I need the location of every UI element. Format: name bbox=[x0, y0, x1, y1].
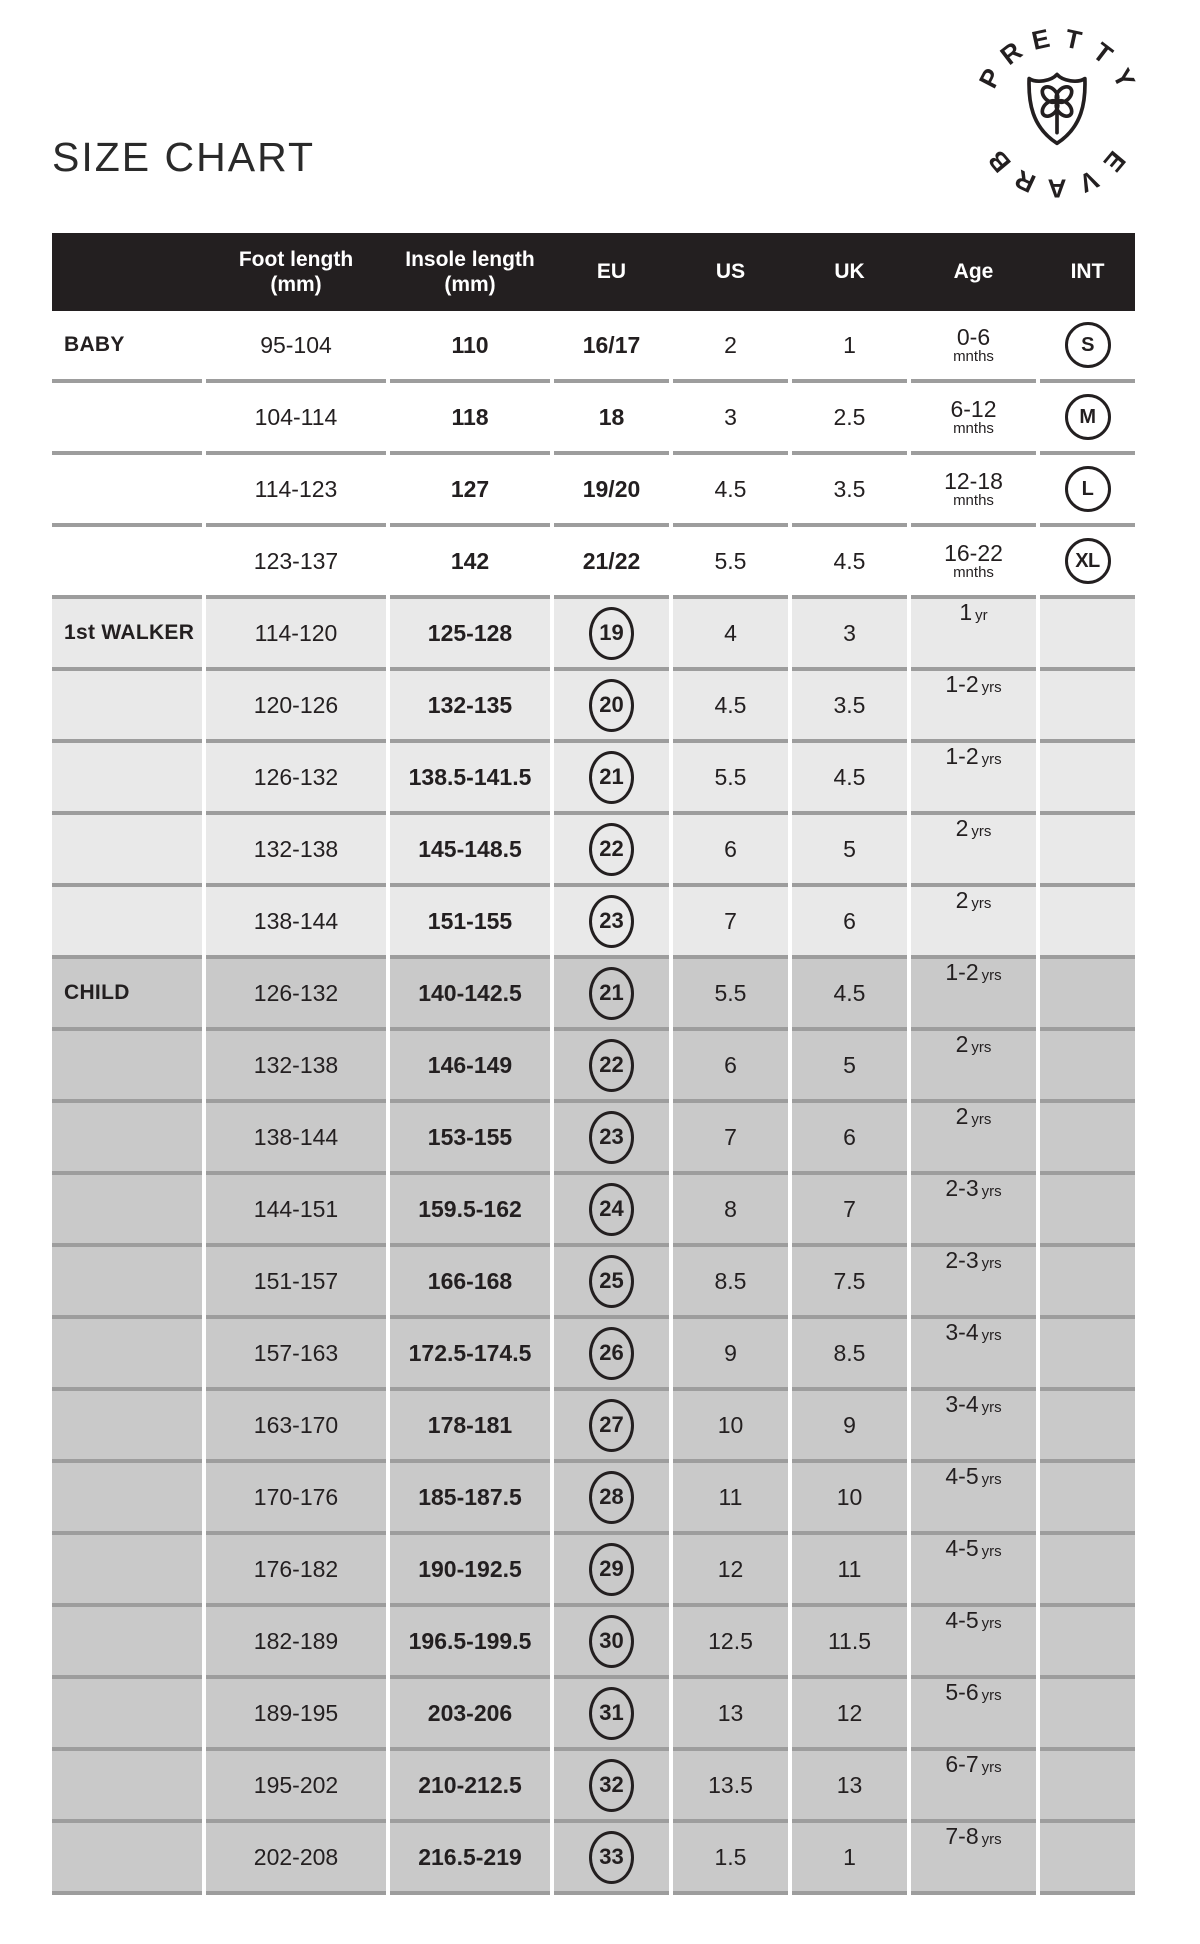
age-value: 6-7 bbox=[945, 1751, 979, 1777]
cell-category bbox=[52, 1823, 202, 1895]
table-row bbox=[52, 1535, 1135, 1607]
table-row bbox=[52, 1391, 1135, 1463]
cell-eu-size bbox=[554, 1031, 669, 1103]
cell-eu-size bbox=[554, 1607, 669, 1679]
cell-category: BABY bbox=[52, 311, 202, 383]
cell-age bbox=[911, 311, 1036, 383]
cell-category bbox=[52, 1535, 202, 1607]
table-row bbox=[52, 311, 1135, 383]
logo-letter: P bbox=[972, 63, 1008, 93]
eu-size-badge: 18 bbox=[598, 403, 625, 430]
int-circle-badge: S bbox=[1065, 322, 1111, 368]
cell-uk-size: 5 bbox=[792, 1031, 907, 1103]
cell-int-size bbox=[1040, 1319, 1135, 1391]
age-value: 12-18 bbox=[944, 468, 1003, 495]
table-row bbox=[52, 1247, 1135, 1319]
cell-eu-size bbox=[554, 815, 669, 887]
cell-foot-length: 132-138 bbox=[206, 1031, 386, 1103]
table-row bbox=[52, 959, 1135, 1031]
age-value: 2 bbox=[955, 815, 969, 841]
cell-insole-length: 151-155 bbox=[390, 887, 550, 959]
table-row bbox=[52, 815, 1135, 887]
cell-age bbox=[911, 383, 1036, 455]
cell-insole-length: 185-187.5 bbox=[390, 1463, 550, 1535]
cell-eu-size bbox=[554, 887, 669, 959]
cell-age bbox=[911, 1751, 1036, 1823]
cell-foot-length: 202-208 bbox=[206, 1823, 386, 1895]
eu-size-badge: 19 bbox=[589, 607, 634, 660]
cell-eu-size bbox=[554, 1679, 669, 1751]
cell-us-size: 11 bbox=[673, 1463, 788, 1535]
table-row bbox=[52, 527, 1135, 599]
age-value: 1-2 bbox=[945, 743, 979, 769]
eu-size-badge: 28 bbox=[589, 1471, 634, 1524]
cell-int-size bbox=[1040, 1391, 1135, 1463]
cell-us-size: 3 bbox=[673, 383, 788, 455]
eu-size-badge: 27 bbox=[589, 1399, 634, 1452]
age-value: 2-3 bbox=[945, 1175, 979, 1201]
size-table bbox=[52, 233, 1135, 1895]
cell-insole-length: 142 bbox=[390, 527, 550, 599]
cell-insole-length: 145-148.5 bbox=[390, 815, 550, 887]
cell-uk-size: 6 bbox=[792, 1103, 907, 1175]
eu-size-badge: 20 bbox=[589, 679, 634, 732]
cell-age bbox=[911, 1175, 1036, 1247]
cell-insole-length: 190-192.5 bbox=[390, 1535, 550, 1607]
cell-uk-size: 2.5 bbox=[792, 383, 907, 455]
cell-uk-size: 12 bbox=[792, 1679, 907, 1751]
cell-us-size: 6 bbox=[673, 1031, 788, 1103]
eu-size-badge: 21 bbox=[589, 967, 634, 1020]
age-value: 2 bbox=[955, 1031, 969, 1057]
cell-int-size bbox=[1040, 383, 1135, 455]
table-row bbox=[52, 1319, 1135, 1391]
shield-flower-icon bbox=[1016, 67, 1098, 159]
table-row bbox=[52, 1679, 1135, 1751]
cell-uk-size: 8.5 bbox=[792, 1319, 907, 1391]
cell-age bbox=[911, 527, 1036, 599]
cell-uk-size: 4.5 bbox=[792, 959, 907, 1031]
eu-size-badge: 22 bbox=[589, 823, 634, 876]
cell-foot-length: 151-157 bbox=[206, 1247, 386, 1319]
age-unit: yrs bbox=[981, 1687, 1002, 1704]
cell-insole-length: 166-168 bbox=[390, 1247, 550, 1319]
eu-size-badge: 25 bbox=[589, 1255, 634, 1308]
cell-foot-length: 138-144 bbox=[206, 887, 386, 959]
cell-int-size bbox=[1040, 599, 1135, 671]
cell-foot-length: 182-189 bbox=[206, 1607, 386, 1679]
table-body bbox=[52, 311, 1135, 1895]
cell-int-size bbox=[1040, 1031, 1135, 1103]
cell-category bbox=[52, 743, 202, 815]
cell-eu-size bbox=[554, 1751, 669, 1823]
eu-size-badge: 23 bbox=[589, 1111, 634, 1164]
age-unit: mnths bbox=[953, 492, 994, 510]
cell-age bbox=[911, 1823, 1036, 1895]
cell-us-size: 13 bbox=[673, 1679, 788, 1751]
cell-insole-length: 159.5-162 bbox=[390, 1175, 550, 1247]
cell-int-size bbox=[1040, 959, 1135, 1031]
cell-uk-size: 4.5 bbox=[792, 527, 907, 599]
header-us: US bbox=[715, 260, 746, 284]
cell-eu-size bbox=[554, 1535, 669, 1607]
age-value: 2 bbox=[955, 1103, 969, 1129]
cell-eu-size bbox=[554, 671, 669, 743]
cell-eu-size bbox=[554, 599, 669, 671]
cell-us-size: 7 bbox=[673, 1103, 788, 1175]
cell-category: CHILD bbox=[52, 959, 202, 1031]
int-circle-badge: L bbox=[1065, 466, 1111, 512]
cell-us-size: 6 bbox=[673, 815, 788, 887]
cell-eu-size bbox=[554, 1463, 669, 1535]
cell-eu-size bbox=[554, 383, 669, 455]
cell-age bbox=[911, 1103, 1036, 1175]
age-unit: yrs bbox=[971, 1111, 992, 1128]
cell-category bbox=[52, 1679, 202, 1751]
cell-us-size: 8 bbox=[673, 1175, 788, 1247]
age-unit: yrs bbox=[971, 1039, 992, 1056]
cell-foot-length: 189-195 bbox=[206, 1679, 386, 1751]
cell-insole-length: 118 bbox=[390, 383, 550, 455]
age-value: 1-2 bbox=[945, 959, 979, 985]
cell-foot-length: 114-120 bbox=[206, 599, 386, 671]
age-value: 1-2 bbox=[945, 671, 979, 697]
cell-eu-size bbox=[554, 959, 669, 1031]
cell-uk-size: 9 bbox=[792, 1391, 907, 1463]
cell-category bbox=[52, 1391, 202, 1463]
cell-insole-length: 140-142.5 bbox=[390, 959, 550, 1031]
cell-category bbox=[52, 383, 202, 455]
cell-foot-length: 114-123 bbox=[206, 455, 386, 527]
age-unit: yrs bbox=[981, 1183, 1002, 1200]
eu-size-badge: 33 bbox=[589, 1831, 634, 1884]
cell-foot-length: 170-176 bbox=[206, 1463, 386, 1535]
cell-insole-length: 127 bbox=[390, 455, 550, 527]
header-eu: EU bbox=[596, 260, 627, 284]
cell-int-size bbox=[1040, 887, 1135, 959]
cell-age bbox=[911, 455, 1036, 527]
table-row bbox=[52, 1751, 1135, 1823]
cell-uk-size: 5 bbox=[792, 815, 907, 887]
cell-us-size: 12.5 bbox=[673, 1607, 788, 1679]
table-row bbox=[52, 599, 1135, 671]
eu-size-badge: 31 bbox=[589, 1687, 634, 1740]
age-value: 4-5 bbox=[945, 1607, 979, 1633]
cell-age bbox=[911, 815, 1036, 887]
cell-eu-size bbox=[554, 743, 669, 815]
cell-foot-length: 157-163 bbox=[206, 1319, 386, 1391]
cell-eu-size bbox=[554, 1319, 669, 1391]
cell-us-size: 10 bbox=[673, 1391, 788, 1463]
cell-insole-length: 138.5-141.5 bbox=[390, 743, 550, 815]
age-unit: yrs bbox=[981, 1327, 1002, 1344]
eu-size-badge: 29 bbox=[589, 1543, 634, 1596]
age-value: 4-5 bbox=[945, 1535, 979, 1561]
table-row bbox=[52, 1175, 1135, 1247]
table-row bbox=[52, 1463, 1135, 1535]
cell-foot-length: 138-144 bbox=[206, 1103, 386, 1175]
cell-age bbox=[911, 1463, 1036, 1535]
cell-insole-length: 196.5-199.5 bbox=[390, 1607, 550, 1679]
cell-category bbox=[52, 887, 202, 959]
cell-age bbox=[911, 1319, 1036, 1391]
cell-int-size bbox=[1040, 1175, 1135, 1247]
cell-insole-length: 216.5-219 bbox=[390, 1823, 550, 1895]
logo-letter: R bbox=[1010, 163, 1040, 199]
eu-size-badge: 21 bbox=[589, 751, 634, 804]
cell-category bbox=[52, 1103, 202, 1175]
cell-uk-size: 6 bbox=[792, 887, 907, 959]
logo-letter: T bbox=[1087, 36, 1119, 70]
cell-age bbox=[911, 1031, 1036, 1103]
cell-uk-size: 13 bbox=[792, 1751, 907, 1823]
eu-size-badge: 19/20 bbox=[582, 475, 641, 502]
header-insole-length: Insole length (mm) bbox=[405, 247, 535, 296]
cell-age bbox=[911, 1535, 1036, 1607]
cell-insole-length: 132-135 bbox=[390, 671, 550, 743]
cell-uk-size: 3.5 bbox=[792, 455, 907, 527]
age-value: 3-4 bbox=[945, 1319, 979, 1345]
eu-size-badge: 21/22 bbox=[582, 547, 641, 574]
cell-insole-length: 210-212.5 bbox=[390, 1751, 550, 1823]
eu-size-badge: 16/17 bbox=[582, 331, 641, 358]
age-unit: yrs bbox=[981, 679, 1002, 696]
age-unit: yr bbox=[975, 607, 988, 624]
cell-us-size: 4.5 bbox=[673, 455, 788, 527]
cell-insole-length: 125-128 bbox=[390, 599, 550, 671]
eu-size-badge: 32 bbox=[589, 1759, 634, 1812]
cell-eu-size bbox=[554, 311, 669, 383]
cell-int-size bbox=[1040, 455, 1135, 527]
cell-uk-size: 4.5 bbox=[792, 743, 907, 815]
table-header-row bbox=[52, 233, 1135, 311]
cell-uk-size: 1 bbox=[792, 1823, 907, 1895]
cell-uk-size: 3.5 bbox=[792, 671, 907, 743]
age-value: 2 bbox=[955, 887, 969, 913]
table-row bbox=[52, 383, 1135, 455]
cell-foot-length: 195-202 bbox=[206, 1751, 386, 1823]
cell-us-size: 7 bbox=[673, 887, 788, 959]
age-unit: yrs bbox=[981, 967, 1002, 984]
cell-uk-size: 7.5 bbox=[792, 1247, 907, 1319]
cell-uk-size: 11.5 bbox=[792, 1607, 907, 1679]
cell-age bbox=[911, 1607, 1036, 1679]
age-unit: yrs bbox=[981, 751, 1002, 768]
table-row bbox=[52, 455, 1135, 527]
age-value: 6-12 bbox=[950, 396, 997, 423]
cell-age bbox=[911, 1247, 1036, 1319]
cell-age bbox=[911, 887, 1036, 959]
age-unit: mnths bbox=[953, 348, 994, 366]
cell-foot-length: 95-104 bbox=[206, 311, 386, 383]
age-unit: mnths bbox=[953, 420, 994, 438]
age-value: 1 bbox=[959, 599, 973, 625]
cell-foot-length: 104-114 bbox=[206, 383, 386, 455]
age-unit: yrs bbox=[981, 1759, 1002, 1776]
cell-age bbox=[911, 671, 1036, 743]
cell-foot-length: 120-126 bbox=[206, 671, 386, 743]
cell-foot-length: 126-132 bbox=[206, 743, 386, 815]
eu-size-badge: 22 bbox=[589, 1039, 634, 1092]
logo-letter: A bbox=[1047, 173, 1067, 204]
logo-letter: E bbox=[1097, 145, 1132, 178]
table-row bbox=[52, 671, 1135, 743]
cell-int-size bbox=[1040, 1103, 1135, 1175]
cell-int-size bbox=[1040, 1535, 1135, 1607]
cell-eu-size bbox=[554, 1823, 669, 1895]
cell-us-size: 1.5 bbox=[673, 1823, 788, 1895]
eu-size-badge: 30 bbox=[589, 1615, 634, 1668]
cell-insole-length: 153-155 bbox=[390, 1103, 550, 1175]
cell-us-size: 12 bbox=[673, 1535, 788, 1607]
cell-category bbox=[52, 1607, 202, 1679]
cell-age bbox=[911, 1679, 1036, 1751]
cell-int-size bbox=[1040, 1751, 1135, 1823]
header-foot-length: Foot length (mm) bbox=[238, 247, 354, 296]
header-uk: UK bbox=[834, 260, 865, 284]
cell-category bbox=[52, 1463, 202, 1535]
cell-category bbox=[52, 1031, 202, 1103]
cell-foot-length: 126-132 bbox=[206, 959, 386, 1031]
cell-uk-size: 10 bbox=[792, 1463, 907, 1535]
header-age: Age bbox=[953, 260, 994, 284]
age-value: 3-4 bbox=[945, 1391, 979, 1417]
int-circle-badge: M bbox=[1065, 394, 1111, 440]
cell-category: 1st WALKER bbox=[52, 599, 202, 671]
cell-category bbox=[52, 455, 202, 527]
cell-category bbox=[52, 1175, 202, 1247]
logo-letter: V bbox=[1074, 164, 1104, 199]
cell-int-size bbox=[1040, 1247, 1135, 1319]
table-row bbox=[52, 1607, 1135, 1679]
cell-foot-length: 132-138 bbox=[206, 815, 386, 887]
age-unit: yrs bbox=[971, 823, 992, 840]
cell-category bbox=[52, 1319, 202, 1391]
cell-uk-size: 3 bbox=[792, 599, 907, 671]
cell-foot-length: 144-151 bbox=[206, 1175, 386, 1247]
logo-letter: Y bbox=[1106, 63, 1142, 93]
brand-logo bbox=[962, 18, 1152, 208]
age-value: 4-5 bbox=[945, 1463, 979, 1489]
age-unit: yrs bbox=[981, 1615, 1002, 1632]
cell-insole-length: 172.5-174.5 bbox=[390, 1319, 550, 1391]
cell-int-size bbox=[1040, 1823, 1135, 1895]
table-row bbox=[52, 1031, 1135, 1103]
logo-letter: T bbox=[1062, 22, 1085, 56]
cell-insole-length: 203-206 bbox=[390, 1679, 550, 1751]
header-int: INT bbox=[1070, 260, 1105, 284]
cell-eu-size bbox=[554, 1103, 669, 1175]
int-circle-badge: XL bbox=[1065, 538, 1111, 584]
cell-int-size bbox=[1040, 671, 1135, 743]
cell-foot-length: 176-182 bbox=[206, 1535, 386, 1607]
age-value: 16-22 bbox=[944, 540, 1003, 567]
cell-uk-size: 1 bbox=[792, 311, 907, 383]
age-unit: yrs bbox=[981, 1831, 1002, 1848]
cell-category bbox=[52, 1247, 202, 1319]
cell-age bbox=[911, 743, 1036, 815]
cell-age bbox=[911, 599, 1036, 671]
cell-us-size: 9 bbox=[673, 1319, 788, 1391]
age-unit: yrs bbox=[981, 1471, 1002, 1488]
cell-int-size bbox=[1040, 1463, 1135, 1535]
cell-eu-size bbox=[554, 527, 669, 599]
cell-us-size: 2 bbox=[673, 311, 788, 383]
cell-uk-size: 7 bbox=[792, 1175, 907, 1247]
cell-int-size bbox=[1040, 743, 1135, 815]
table-row bbox=[52, 1103, 1135, 1175]
cell-us-size: 5.5 bbox=[673, 959, 788, 1031]
cell-int-size bbox=[1040, 527, 1135, 599]
cell-category bbox=[52, 1751, 202, 1823]
cell-category bbox=[52, 671, 202, 743]
cell-foot-length: 123-137 bbox=[206, 527, 386, 599]
eu-size-badge: 23 bbox=[589, 895, 634, 948]
cell-insole-length: 146-149 bbox=[390, 1031, 550, 1103]
cell-age bbox=[911, 1391, 1036, 1463]
page-title: SIZE CHART bbox=[52, 134, 315, 180]
logo-letter: B bbox=[981, 144, 1017, 179]
cell-us-size: 13.5 bbox=[673, 1751, 788, 1823]
cell-insole-length: 110 bbox=[390, 311, 550, 383]
table-row bbox=[52, 1823, 1135, 1895]
eu-size-badge: 24 bbox=[589, 1183, 634, 1236]
age-value: 5-6 bbox=[945, 1679, 979, 1705]
age-unit: yrs bbox=[981, 1255, 1002, 1272]
cell-int-size bbox=[1040, 815, 1135, 887]
cell-eu-size bbox=[554, 1175, 669, 1247]
cell-insole-length: 178-181 bbox=[390, 1391, 550, 1463]
eu-size-badge: 26 bbox=[589, 1327, 634, 1380]
cell-us-size: 5.5 bbox=[673, 743, 788, 815]
age-unit: yrs bbox=[981, 1399, 1002, 1416]
cell-us-size: 8.5 bbox=[673, 1247, 788, 1319]
cell-age bbox=[911, 959, 1036, 1031]
age-value: 0-6 bbox=[956, 324, 991, 351]
table-row bbox=[52, 743, 1135, 815]
cell-int-size bbox=[1040, 311, 1135, 383]
age-unit: yrs bbox=[971, 895, 992, 912]
table-row bbox=[52, 887, 1135, 959]
logo-letter: E bbox=[1028, 22, 1053, 56]
cell-eu-size bbox=[554, 1391, 669, 1463]
cell-eu-size bbox=[554, 1247, 669, 1319]
cell-eu-size bbox=[554, 455, 669, 527]
cell-foot-length: 163-170 bbox=[206, 1391, 386, 1463]
cell-us-size: 4.5 bbox=[673, 671, 788, 743]
cell-uk-size: 11 bbox=[792, 1535, 907, 1607]
age-value: 7-8 bbox=[945, 1823, 979, 1849]
age-unit: mnths bbox=[953, 564, 994, 582]
cell-us-size: 4 bbox=[673, 599, 788, 671]
cell-us-size: 5.5 bbox=[673, 527, 788, 599]
logo-letter: R bbox=[994, 35, 1028, 71]
cell-int-size bbox=[1040, 1607, 1135, 1679]
age-value: 2-3 bbox=[945, 1247, 979, 1273]
cell-int-size bbox=[1040, 1679, 1135, 1751]
cell-category bbox=[52, 815, 202, 887]
cell-category bbox=[52, 527, 202, 599]
age-unit: yrs bbox=[981, 1543, 1002, 1560]
